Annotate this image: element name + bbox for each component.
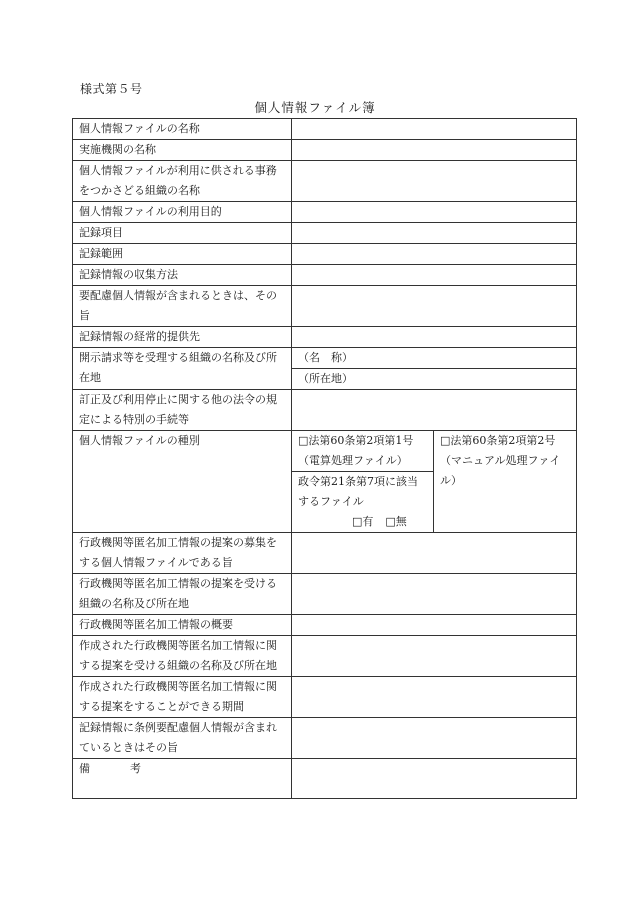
electronic-file-checkbox-label: □法第60条第2項第1号 bbox=[298, 434, 414, 447]
ordinance-yes-checkbox[interactable]: □有 bbox=[352, 515, 374, 528]
value-created-anon-period[interactable] bbox=[292, 677, 577, 718]
remarks-char-2: 考 bbox=[130, 762, 141, 775]
label-record-scope: 記録範囲 bbox=[73, 244, 292, 265]
label-anon-overview: 行政機関等匿名加工情報の概要 bbox=[73, 615, 292, 636]
remarks-char-1: 備 bbox=[79, 762, 90, 775]
value-anon-proposal-file[interactable] bbox=[292, 533, 577, 574]
option-electronic-file[interactable] bbox=[292, 431, 434, 472]
table-row bbox=[73, 718, 577, 759]
ordinance-applicability-cell bbox=[292, 472, 434, 533]
ordinance-no-checkbox[interactable]: □無 bbox=[385, 515, 407, 528]
value-ordinance-sensitive[interactable] bbox=[292, 718, 577, 759]
table-row bbox=[73, 244, 577, 265]
table-row bbox=[73, 161, 577, 202]
label-record-items: 記録項目 bbox=[73, 223, 292, 244]
label-regular-recipients: 記録情報の経常的提供先 bbox=[73, 327, 292, 348]
table-row bbox=[73, 348, 577, 369]
label-file-name: 個人情報ファイルの名称 bbox=[73, 119, 292, 140]
table-row bbox=[73, 327, 577, 348]
value-record-items[interactable] bbox=[292, 223, 577, 244]
option-manual-file[interactable]: □法第60条第2項第2号（マニュアル処理ファイル） bbox=[434, 431, 577, 533]
label-special-procedures: 訂正及び利用停止に関する他の法令の規定による特別の手続等 bbox=[73, 390, 292, 431]
ordinance-yes-no bbox=[298, 512, 428, 532]
table-row bbox=[73, 677, 577, 718]
value-record-scope[interactable] bbox=[292, 244, 577, 265]
label-created-anon-org: 作成された行政機関等匿名加工情報に関する提案を受ける組織の名称及び所在地 bbox=[73, 636, 292, 677]
value-sensitive-info[interactable] bbox=[292, 286, 577, 327]
table-row bbox=[73, 390, 577, 431]
label-file-type: 個人情報ファイルの種別 bbox=[73, 431, 292, 533]
electronic-file-caption: （電算処理ファイル） bbox=[298, 454, 408, 467]
label-agency-name: 実施機関の名称 bbox=[73, 140, 292, 161]
label-managing-org: 個人情報ファイルが利用に供される事務をつかさどる組織の名称 bbox=[73, 161, 292, 202]
table-row bbox=[73, 202, 577, 223]
personal-info-file-register-table bbox=[72, 118, 577, 799]
value-collection-method[interactable] bbox=[292, 265, 577, 286]
page-title: 個人情報ファイル簿 bbox=[254, 100, 376, 115]
ordinance-text: 政令第21条第7項に該当するファイル bbox=[298, 475, 418, 508]
value-created-anon-org[interactable] bbox=[292, 636, 577, 677]
label-anon-proposal-org: 行政機関等匿名加工情報の提案を受ける組織の名称及び所在地 bbox=[73, 574, 292, 615]
value-file-name[interactable] bbox=[292, 119, 577, 140]
table-row bbox=[73, 759, 577, 799]
label-collection-method: 記録情報の収集方法 bbox=[73, 265, 292, 286]
label-anon-proposal-file: 行政機関等匿名加工情報の提案の募集をする個人情報ファイルである旨 bbox=[73, 533, 292, 574]
form-number: 様式第５号 bbox=[80, 82, 143, 96]
value-agency-name[interactable] bbox=[292, 140, 577, 161]
table-row bbox=[73, 431, 577, 472]
table-row bbox=[73, 140, 577, 161]
label-created-anon-period: 作成された行政機関等匿名加工情報に関する提案をすることができる期間 bbox=[73, 677, 292, 718]
table-row bbox=[73, 223, 577, 244]
table-row bbox=[73, 615, 577, 636]
value-remarks[interactable] bbox=[292, 759, 577, 799]
value-managing-org[interactable] bbox=[292, 161, 577, 202]
table-row bbox=[73, 533, 577, 574]
label-ordinance-sensitive: 記録情報に条例要配慮個人情報が含まれているときはその旨 bbox=[73, 718, 292, 759]
value-disclosure-org-location[interactable]: （所在地） bbox=[292, 369, 577, 390]
value-anon-proposal-org[interactable] bbox=[292, 574, 577, 615]
table-row bbox=[73, 119, 577, 140]
label-sensitive-info: 要配慮個人情報が含まれるときは、その旨 bbox=[73, 286, 292, 327]
value-purpose[interactable] bbox=[292, 202, 577, 223]
label-purpose: 個人情報ファイルの利用目的 bbox=[73, 202, 292, 223]
table-row bbox=[73, 286, 577, 327]
table-row bbox=[73, 574, 577, 615]
value-anon-overview[interactable] bbox=[292, 615, 577, 636]
table-row bbox=[73, 636, 577, 677]
value-disclosure-org-name[interactable]: （名 称） bbox=[292, 348, 577, 369]
label-remarks bbox=[73, 759, 292, 799]
table-row bbox=[73, 265, 577, 286]
value-special-procedures[interactable] bbox=[292, 390, 577, 431]
label-disclosure-org: 開示請求等を受理する組織の名称及び所在地 bbox=[73, 348, 292, 390]
value-regular-recipients[interactable] bbox=[292, 327, 577, 348]
